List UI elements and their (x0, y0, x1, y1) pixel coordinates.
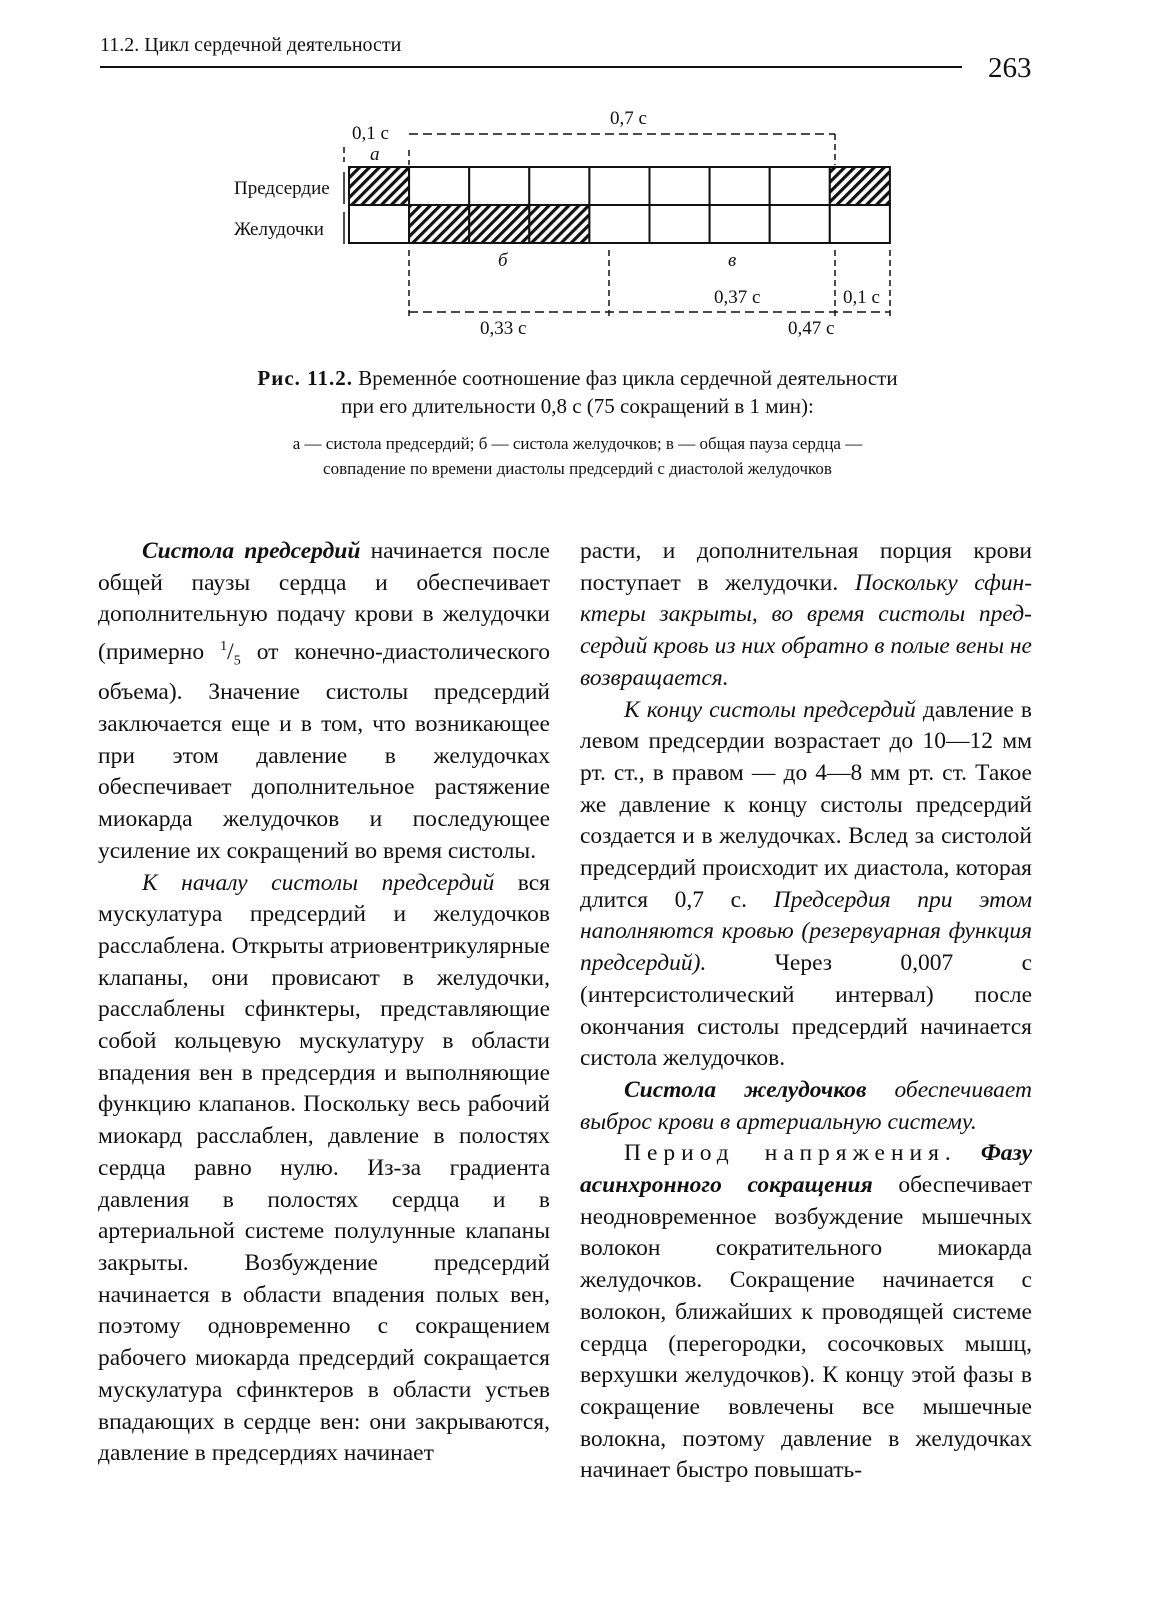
term: Фазу асинхронного сокращения (580, 1140, 1032, 1199)
atrial-diastole-duration: 0,7 с (610, 108, 647, 129)
atria-cell (469, 167, 529, 205)
atria-cell (409, 167, 469, 205)
ventricles-cell-systole (529, 205, 589, 243)
paragraph (580, 1075, 1032, 1138)
left-text-column (98, 536, 550, 1470)
ventricular-systole-duration: 0,33 с (480, 318, 527, 339)
text: начинается после общей паузы сердца и обеспечивает дополнительную подачу крови в желудочки (примерно (98, 538, 550, 665)
cardiac-cycle-diagram (0, 0, 1155, 360)
atria-row (349, 167, 890, 205)
running-head: 11.2. Цикл сердечной деятельности (100, 34, 402, 56)
paragraph (98, 868, 550, 1470)
right-text-column (580, 536, 1032, 1487)
ventricles-row (349, 205, 890, 243)
legend-line-1: а — систола предсердий; б — систола желудочков; в — общая пауза сердца — (292, 434, 863, 453)
caption-line-2: при его длительности 0,8 с (75 сокращений в 1 мин): (341, 394, 814, 418)
ventricles-cell (650, 205, 710, 243)
figure-legend (150, 431, 1005, 481)
ventricles-cell-systole (469, 205, 529, 243)
atrial-systole-duration: 0,1 с (352, 123, 389, 144)
text: давление в левом предсердии возрастает до 10—12 мм рт. ст., в правом — до 4—8 мм рт. ст. Такое же давление к концу систолы предсердий создается и в желудочках. Вслед за систолой предсердий происходит их диастола, которая длится 0,7 с. (580, 696, 1032, 913)
italic-text: Предсердия при этом наполняются кровью (резервуарная функция предсердий). (580, 886, 1032, 977)
fraction-numerator: 1 (220, 639, 228, 655)
fraction (220, 638, 241, 669)
general-pause-duration: 0,37 с (714, 287, 761, 308)
term: Систола желудочков (624, 1076, 867, 1103)
italic-text: обеспечивает выброс крови в артериальную систему. (580, 1076, 1032, 1135)
paragraph (580, 695, 1032, 1075)
atria-cell (589, 167, 649, 205)
atria-cell (650, 167, 710, 205)
section-term: Период напряжения. (624, 1140, 957, 1167)
atria-cell (529, 167, 589, 205)
ventricles-cell (770, 205, 830, 243)
text: вся мускулатура предсердий и желудочков расслаблена. Открыты атриовентрикулярные клапаны, они провисают в желудочки, расслаблены сфинктеры, представляющие собой кольцевую мускулатуру в области впадения вен в предсердия и выполняющие функцию клапанов. Поскольку весь рабочий миокард расслаблен, давление в полостях сердца равно нулю. Из-за градиента давления в полостях сердца и в артериальной системе полулунные клапаны закрыты. Возбуждение предсердий начинается в области впадения полых вен, поэтому одновременно с сокращением рабочего миокарда предсердий сокращается мускулатура сфинктеров в области устьев впадающих в сердце вен: они закрываются, давление в предсердиях начинает (98, 869, 550, 1467)
ventricles-cell (710, 205, 770, 243)
fraction-denominator: 5 (233, 653, 241, 669)
ventricular-diastole-duration: 0,47 с (788, 318, 835, 339)
term: Систола предсердий (142, 538, 361, 564)
atria-label: Предсердие (234, 178, 330, 199)
atria-cell-systole (830, 167, 890, 205)
paragraph (580, 1138, 1032, 1487)
atria-cell (710, 167, 770, 205)
ventricles-cell (349, 205, 409, 243)
phase-letter-a: а (370, 144, 380, 165)
italic-text: Поскольку сфинктеры закрыты, во время систолы предсердий кровь из них обратно в полые вены не возвращается. (580, 569, 1033, 691)
next-atrial-systole-duration: 0,1 с (843, 287, 880, 308)
atria-cell (770, 167, 830, 205)
figure-caption (150, 364, 1005, 420)
legend-line-2: совпадение по времени диастолы предсердий с диастолой желудочков (323, 459, 832, 478)
phase-letter-v: в (728, 250, 737, 271)
fraction-separator: / (227, 638, 234, 665)
paragraph (98, 536, 550, 868)
figure-label: Рис. 11.2. (257, 366, 354, 390)
atria-cell-systole (349, 167, 409, 205)
ventricles-cell-systole (409, 205, 469, 243)
term: К концу систолы предсердий (624, 696, 916, 723)
term: К началу систолы предсердий (142, 869, 495, 896)
ventricles-cell (589, 205, 649, 243)
page-number: 263 (988, 52, 1032, 84)
phase-letter-b: б (498, 250, 508, 271)
text: расти, и дополнительная порция крови поступает в желудочки. (580, 538, 1032, 596)
paragraph (580, 536, 1032, 695)
ventricles-cell (830, 205, 890, 243)
ventricles-label: Желудочки (234, 219, 324, 240)
caption-line-1: Временнóе соотношение фаз цикла сердечной деятельности (358, 366, 898, 390)
text: Через 0,007 с (интерсистолический интервал) после окончания систолы предсердий начинается систола желудочков. (580, 950, 1032, 1072)
text: от конечно-диастолического объема). Значение систолы предсердий заключается еще и в том, что возникающее при этом давление в желудочках обеспечивает дополнительное растяжение миокарда желудочков и последующее усиление их сокращений во время систолы. (98, 638, 550, 864)
text: обеспечивает неодновременное возбуждение мышечных волокон сократительного миокарда желудочков. Сокращение начинается с волокон, ближайших к проводящей системе сердца (перегородки, сосочковых мышц, верхушки желудочков). К концу этой фазы в сокращение вовлечены все мышечные волокна, поэтому давление в желудочках начинает быстро повышать- (580, 1172, 1032, 1484)
